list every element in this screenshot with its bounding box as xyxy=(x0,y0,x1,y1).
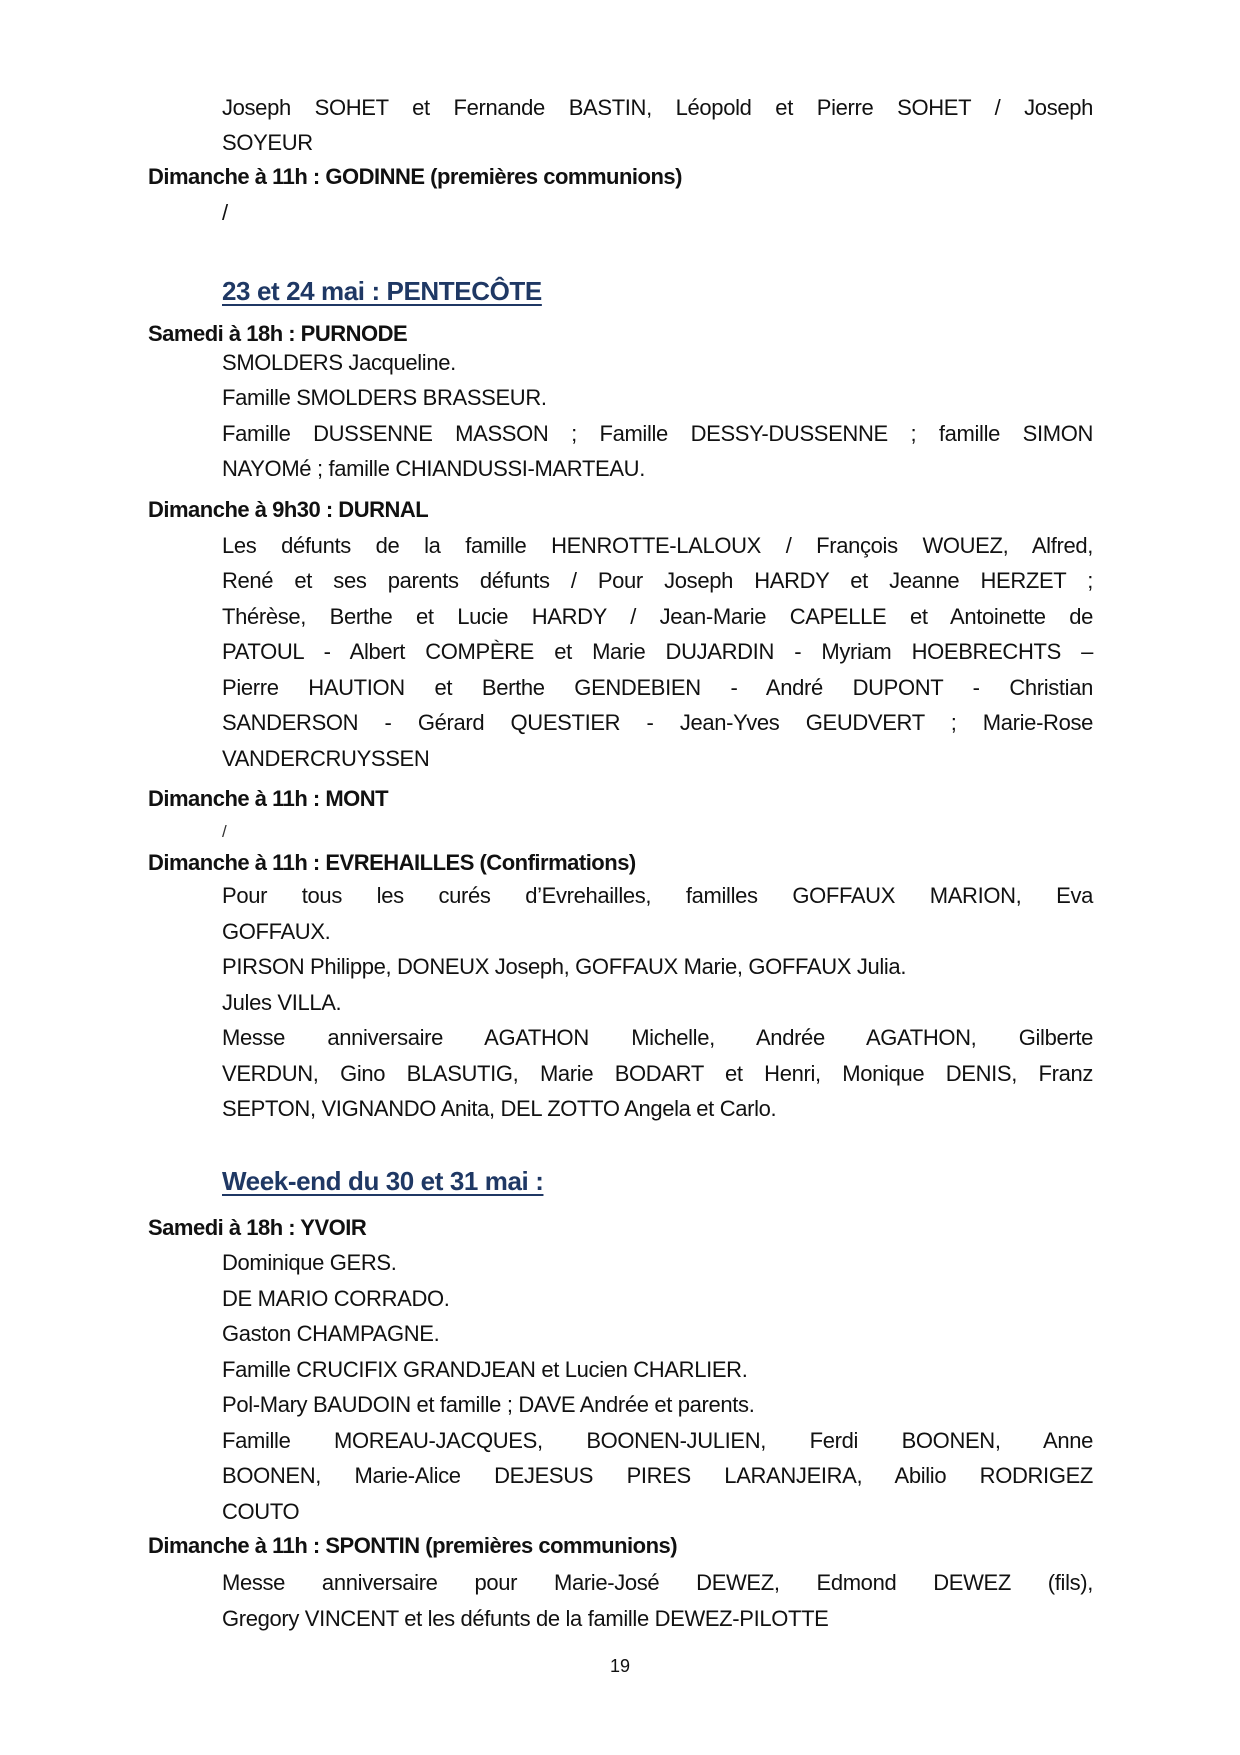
intention-line: SEPTON, VIGNANDO Anita, DEL ZOTTO Angela et Carlo. xyxy=(222,1096,777,1121)
intention-line: Pierre HAUTION et Berthe GENDEBIEN - André DUPONT - Christian xyxy=(222,675,1093,700)
section-heading-weekend: Week-end du 30 et 31 mai : xyxy=(222,1166,544,1196)
intention-line: Famille DUSSENNE MASSON ; Famille DESSY-DUSSENNE ; famille SIMON xyxy=(222,421,1093,446)
intention-line: NAYOMé ; famille CHIANDUSSI-MARTEAU. xyxy=(222,456,645,481)
intention-line: Messe anniversaire pour Marie-José DEWEZ, Edmond DEWEZ (fils), xyxy=(222,1570,1093,1595)
intention-line: Joseph SOHET et Fernande BASTIN, Léopold et Pierre SOHET / Joseph xyxy=(222,95,1093,120)
intention-line: René et ses parents défunts / Pour Joseph HARDY et Jeanne HERZET ; xyxy=(222,568,1093,593)
page-number: 19 xyxy=(609,1656,631,1676)
intention-line: Gaston CHAMPAGNE. xyxy=(222,1321,440,1346)
intention-line: / xyxy=(222,200,228,225)
intention-line: PATOUL - Albert COMPÈRE et Marie DUJARDIN - Myriam HOEBRECHTS – xyxy=(222,639,1093,664)
section-heading-pentecote: 23 et 24 mai : PENTECÔTE xyxy=(222,276,542,306)
intention-line: Gregory VINCENT et les défunts de la famille DEWEZ-PILOTTE xyxy=(222,1606,829,1631)
mass-title-godinne: Dimanche à 11h : GODINNE (premières communions) xyxy=(148,164,682,189)
intention-line: Famille CRUCIFIX GRANDJEAN et Lucien CHARLIER. xyxy=(222,1357,748,1382)
intention-line: GOFFAUX. xyxy=(222,919,331,944)
mass-title-evrehailles: Dimanche à 11h : EVREHAILLES (Confirmations) xyxy=(148,850,636,875)
intention-line: VANDERCRUYSSEN xyxy=(222,746,430,771)
intention-line: VERDUN, Gino BLASUTIG, Marie BODART et Henri, Monique DENIS, Franz xyxy=(222,1061,1093,1086)
intention-line: SOYEUR xyxy=(222,130,313,155)
intention-line: BOONEN, Marie-Alice DEJESUS PIRES LARANJEIRA, Abilio RODRIGEZ xyxy=(222,1463,1093,1488)
intention-line: SANDERSON - Gérard QUESTIER - Jean-Yves GEUDVERT ; Marie-Rose xyxy=(222,710,1093,735)
intention-line: SMOLDERS Jacqueline. xyxy=(222,350,456,375)
intention-line: Pol-Mary BAUDOIN et famille ; DAVE Andrée et parents. xyxy=(222,1392,755,1417)
mass-title-purnode: Samedi à 18h : PURNODE xyxy=(148,321,408,346)
intention-line: PIRSON Philippe, DONEUX Joseph, GOFFAUX Marie, GOFFAUX Julia. xyxy=(222,954,907,979)
mass-title-yvoir: Samedi à 18h : YVOIR xyxy=(148,1215,367,1240)
intention-line: Famille MOREAU-JACQUES, BOONEN-JULIEN, Ferdi BOONEN, Anne xyxy=(222,1428,1093,1453)
intention-line: Pour tous les curés d’Evrehailles, familles GOFFAUX MARION, Eva xyxy=(222,883,1093,908)
intention-line: / xyxy=(222,822,227,841)
mass-title-mont: Dimanche à 11h : MONT xyxy=(148,786,389,811)
mass-title-durnal: Dimanche à 9h30 : DURNAL xyxy=(148,497,429,522)
intention-line: COUTO xyxy=(222,1499,300,1524)
intention-line: Les défunts de la famille HENROTTE-LALOUX / François WOUEZ, Alfred, xyxy=(222,533,1093,558)
intention-line: Messe anniversaire AGATHON Michelle, Andrée AGATHON, Gilberte xyxy=(222,1025,1093,1050)
intention-line: Famille SMOLDERS BRASSEUR. xyxy=(222,385,547,410)
intention-line: Jules VILLA. xyxy=(222,990,342,1015)
mass-title-spontin: Dimanche à 11h : SPONTIN (premières communions) xyxy=(148,1533,678,1558)
intention-line: Dominique GERS. xyxy=(222,1250,397,1275)
intention-line: Thérèse, Berthe et Lucie HARDY / Jean-Marie CAPELLE et Antoinette de xyxy=(222,604,1093,629)
intention-line: DE MARIO CORRADO. xyxy=(222,1286,450,1311)
